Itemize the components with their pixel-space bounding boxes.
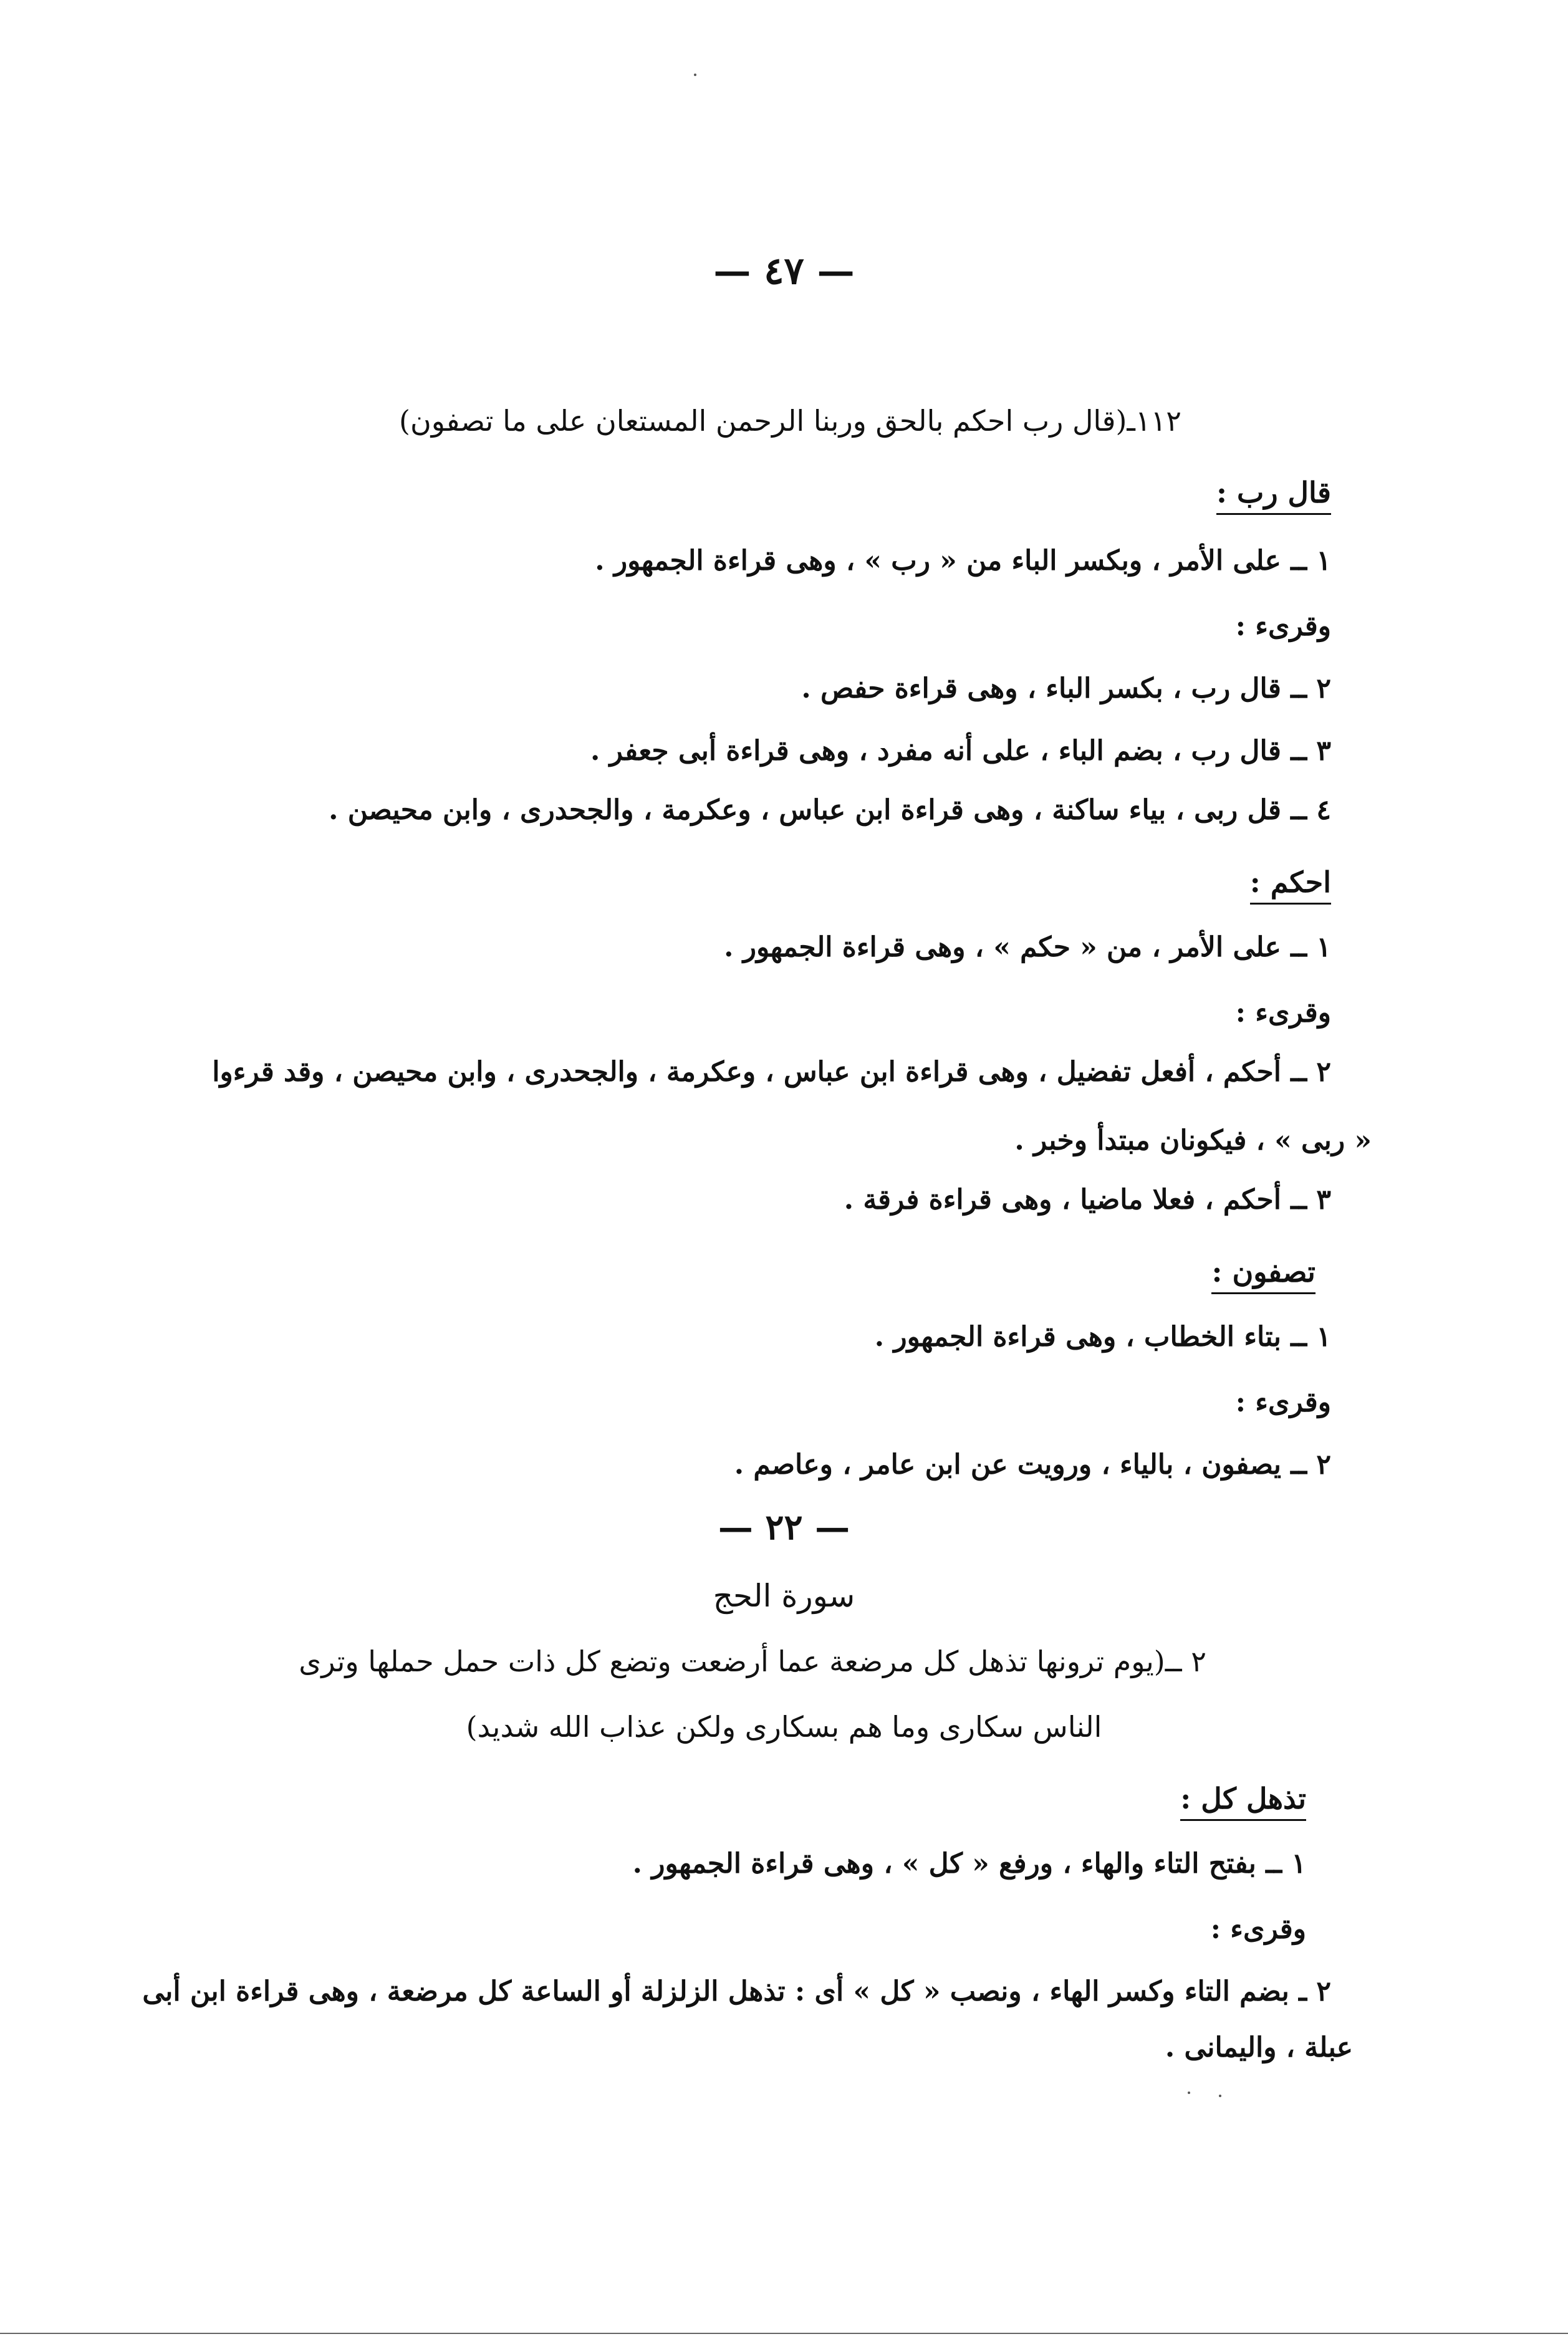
verse-2-line1: ٢ ــ(يوم ترونها تذهل كل مرضعة عما أرضعت وتضع كل ذات حمل حملها وترى xyxy=(299,1645,1206,1678)
scan-speck xyxy=(1219,2095,1221,2097)
section-number: — ٢٢ — xyxy=(718,1507,850,1548)
reading-line-continuation: عبلة ، واليمانى . xyxy=(1165,2032,1353,2063)
scan-speck xyxy=(1188,2092,1190,2094)
reading-line: ٢ ــ قال رب ، بكسر الباء ، وهى قراءة حفص . xyxy=(801,673,1331,704)
verse-112: ١١٢ـ(قال رب احكم بالحق وربنا الرحمن المستعان على ما تصفون) xyxy=(399,404,1181,438)
reading-line: ٢ ــ يصفون ، بالياء ، ورويت عن ابن عامر ، وعاصم . xyxy=(734,1449,1331,1481)
reading-line: ١ ــ على الأمر ، وبكسر الباء من « رب » ، وهى قراءة الجمهور . xyxy=(595,545,1331,577)
page-number: — ٤٧ — xyxy=(713,249,855,293)
qurie-label: وقرىء : xyxy=(1235,610,1331,642)
reading-line-continuation: « ربى » ، فيكونان مبتدأ وخبر . xyxy=(1014,1125,1372,1156)
verse-2-line2: الناس سكارى وما هم بسكارى ولكن عذاب الله شديد) xyxy=(466,1710,1102,1744)
heading-tadhal-kull-label: تذهل كل : xyxy=(1180,1782,1306,1821)
qurie-label: وقرىء : xyxy=(1235,997,1331,1029)
scan-bottom-edge xyxy=(0,2333,1568,2334)
reading-line: ٢ ـ بضم التاء وكسر الهاء ، ونصب « كل » أى : تذهل الزلزلة أو الساعة كل مرضعة ، وهى قراءة ابن أبى xyxy=(142,1976,1331,2007)
surah-title: سورة الحج xyxy=(713,1578,855,1614)
reading-line: ١ ــ على الأمر ، من « حكم » ، وهى قراءة الجمهور . xyxy=(724,931,1331,963)
heading-ihkum xyxy=(1250,863,1331,902)
reading-line: ١ ــ بتاء الخطاب ، وهى قراءة الجمهور . xyxy=(874,1321,1331,1353)
heading-tasifun-label: تصفون : xyxy=(1211,1255,1315,1294)
reading-line: ٢ ــ أحكم ، أفعل تفضيل ، وهى قراءة ابن عباس ، وعكرمة ، والجحدرى ، وابن محيصن ، وقد قرءوا xyxy=(212,1056,1331,1088)
reading-line: ٣ ــ قال رب ، بضم الباء ، على أنه مفرد ، وهى قراءة أبى جعفر . xyxy=(590,735,1331,767)
reading-line: ٤ ــ قل ربى ، بياء ساكنة ، وهى قراءة ابن عباس ، وعكرمة ، والجحدرى ، وابن محيصن . xyxy=(329,794,1331,826)
reading-line: ٣ ــ أحكم ، فعلا ماضيا ، وهى قراءة فرقة . xyxy=(844,1184,1331,1216)
qurie-label: وقرىء : xyxy=(1210,1913,1306,1945)
heading-qala-rabb xyxy=(1216,474,1331,512)
heading-ihkum-label: احكم : xyxy=(1250,865,1331,905)
heading-tadhal-kull xyxy=(1180,1780,1306,1818)
reading-line: ١ ــ بفتح التاء والهاء ، ورفع « كل » ، وهى قراءة الجمهور . xyxy=(632,1848,1306,1880)
heading-tasifun xyxy=(1211,1253,1315,1292)
scan-speck xyxy=(694,74,696,76)
qurie-label: وقرىء : xyxy=(1235,1386,1331,1418)
heading-qala-rabb-label: قال رب : xyxy=(1216,476,1331,515)
